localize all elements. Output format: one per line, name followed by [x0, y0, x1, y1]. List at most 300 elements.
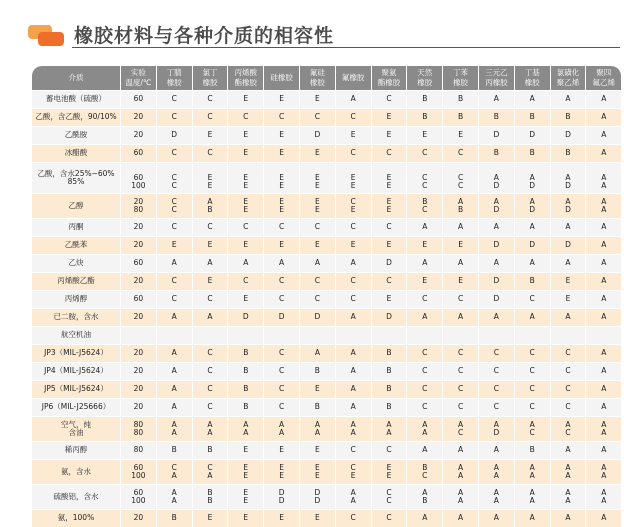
rating-cell — [192, 326, 228, 344]
rating-cell: A — [585, 144, 621, 162]
temperature-cell: 60 100 — [120, 484, 156, 509]
rating-cell: A — [550, 509, 586, 527]
rating-cell: C — [263, 398, 299, 416]
rating-cell: A A — [335, 484, 371, 509]
rating-cell: B C — [406, 459, 442, 484]
rating-cell: A — [585, 254, 621, 272]
rating-cell: A D — [478, 193, 514, 218]
rating-cell: C — [550, 398, 586, 416]
medium-cell: 硫酸铝，含水 — [32, 484, 120, 509]
rating-cell: A A — [335, 416, 371, 441]
rating-cell — [550, 326, 586, 344]
rating-cell: C — [478, 380, 514, 398]
medium-cell: JP3（MIL-J5624） — [32, 344, 120, 362]
rating-cell: A D — [514, 162, 550, 193]
rating-cell: E E — [227, 193, 263, 218]
column-header: 氟橡胶 — [335, 66, 371, 90]
rating-cell: E — [406, 126, 442, 144]
rating-cell: C C — [156, 193, 192, 218]
rating-cell: A — [335, 398, 371, 416]
rating-cell — [227, 326, 263, 344]
rating-cell: A — [514, 254, 550, 272]
table-body — [32, 90, 621, 527]
rating-cell: C — [263, 290, 299, 308]
rating-cell: E — [335, 236, 371, 254]
rating-cell: E — [299, 509, 335, 527]
rating-cell: A A — [478, 459, 514, 484]
rating-cell: A A — [371, 416, 407, 441]
table-row — [32, 290, 621, 308]
medium-cell: JP6（MIL-J25666） — [32, 398, 120, 416]
rating-cell: A A — [550, 459, 586, 484]
rating-cell: B — [299, 362, 335, 380]
rating-cell — [478, 326, 514, 344]
rating-cell: C — [335, 509, 371, 527]
rating-cell: D — [478, 272, 514, 290]
rating-cell: E — [442, 126, 478, 144]
rating-cell: E — [406, 272, 442, 290]
table-row — [32, 218, 621, 236]
rating-cell: A — [550, 254, 586, 272]
rating-cell: E — [227, 236, 263, 254]
rating-cell: A C — [514, 416, 550, 441]
rating-cell: C — [406, 362, 442, 380]
rating-cell: C — [442, 290, 478, 308]
table-row — [32, 441, 621, 459]
rating-cell: E — [299, 441, 335, 459]
rating-cell: C — [514, 290, 550, 308]
rating-cell: A — [585, 108, 621, 126]
column-header: 聚氨 酯橡胶 — [371, 66, 407, 90]
rating-cell: A A — [156, 484, 192, 509]
rating-cell — [299, 326, 335, 344]
rating-cell: E — [371, 236, 407, 254]
rating-cell: C — [335, 290, 371, 308]
rating-cell: C — [299, 290, 335, 308]
rating-cell: C — [514, 380, 550, 398]
medium-cell: 稀丙醇 — [32, 441, 120, 459]
rating-cell: A — [442, 254, 478, 272]
rating-cell: A — [585, 362, 621, 380]
rating-cell: E — [371, 290, 407, 308]
rating-cell: A — [585, 126, 621, 144]
rating-cell: E — [192, 509, 228, 527]
rating-cell: C — [406, 144, 442, 162]
table-row — [32, 108, 621, 126]
table-row — [32, 380, 621, 398]
rating-cell: C — [335, 272, 371, 290]
rating-cell: E — [335, 126, 371, 144]
rating-cell: A — [442, 308, 478, 326]
rating-cell: C — [371, 218, 407, 236]
medium-cell: 丙酮 — [32, 218, 120, 236]
temperature-cell — [120, 326, 156, 344]
rating-cell: A — [585, 290, 621, 308]
rating-cell: E — [406, 236, 442, 254]
rating-cell: D — [299, 126, 335, 144]
rating-cell: C — [156, 108, 192, 126]
rating-cell: C — [227, 218, 263, 236]
medium-cell: JP4（MIL-J5624） — [32, 362, 120, 380]
rating-cell: C E — [335, 459, 371, 484]
rating-cell: C — [371, 90, 407, 108]
rating-cell: E — [227, 144, 263, 162]
temperature-cell: 20 — [120, 272, 156, 290]
rating-cell: A D — [514, 193, 550, 218]
rating-cell: C — [299, 218, 335, 236]
rating-cell: E — [227, 509, 263, 527]
rating-cell: C — [442, 398, 478, 416]
rating-cell: A — [335, 308, 371, 326]
rating-cell: C — [442, 344, 478, 362]
rating-cell: A — [263, 254, 299, 272]
rating-cell: E — [227, 90, 263, 108]
page-title: 橡胶材料与各种介质的相容性 — [74, 25, 335, 47]
rating-cell: C — [514, 398, 550, 416]
rating-cell: D — [550, 126, 586, 144]
rating-cell — [585, 326, 621, 344]
rating-cell: E — [263, 236, 299, 254]
rating-cell: C — [192, 380, 228, 398]
rating-cell: C — [442, 362, 478, 380]
rating-cell: A — [156, 344, 192, 362]
rating-cell: B — [156, 441, 192, 459]
rating-cell: B — [299, 398, 335, 416]
column-header: 介质 — [32, 66, 120, 90]
rating-cell — [156, 326, 192, 344]
rating-cell: A B — [406, 484, 442, 509]
rating-cell: A — [192, 254, 228, 272]
rating-cell: A — [406, 308, 442, 326]
rating-cell: B — [550, 108, 586, 126]
rating-cell: A A — [478, 484, 514, 509]
rating-cell — [371, 326, 407, 344]
rating-cell: A — [156, 254, 192, 272]
rating-cell — [406, 326, 442, 344]
rating-cell: D — [156, 126, 192, 144]
rating-cell: A — [156, 362, 192, 380]
rating-cell: B — [227, 380, 263, 398]
column-header: 三元乙 丙橡胶 — [478, 66, 514, 90]
rating-cell: A — [406, 509, 442, 527]
rating-cell: C — [442, 380, 478, 398]
rating-cell: C — [299, 272, 335, 290]
temperature-cell: 60 100 — [120, 459, 156, 484]
rating-cell: C — [335, 441, 371, 459]
rating-cell: A — [478, 509, 514, 527]
column-header: 丁基 橡胶 — [514, 66, 550, 90]
temperature-cell: 20 — [120, 236, 156, 254]
rating-cell: D — [514, 126, 550, 144]
table-row — [32, 326, 621, 344]
rating-cell: C — [192, 218, 228, 236]
rating-cell: C — [227, 272, 263, 290]
rating-cell: C — [263, 344, 299, 362]
rating-cell: A A — [263, 416, 299, 441]
rating-cell: A — [514, 90, 550, 108]
rating-cell: E — [156, 236, 192, 254]
rating-cell: E — [263, 144, 299, 162]
rating-cell: A A — [514, 459, 550, 484]
rating-cell: E E — [192, 162, 228, 193]
rating-cell: D — [371, 254, 407, 272]
rating-cell: C — [514, 344, 550, 362]
rating-cell: A — [585, 441, 621, 459]
rating-cell: A — [585, 218, 621, 236]
rating-cell: D — [263, 308, 299, 326]
rating-cell: A D — [478, 416, 514, 441]
medium-cell: 乙醇 — [32, 193, 120, 218]
temperature-cell: 60 — [120, 90, 156, 108]
table-row — [32, 416, 621, 441]
rating-cell: A — [335, 380, 371, 398]
rating-cell: E E — [371, 193, 407, 218]
medium-cell: 乙酸，含乙酸，90/10% — [32, 108, 120, 126]
medium-cell: 空气，纯 含油 — [32, 416, 120, 441]
rating-cell: C — [192, 144, 228, 162]
rating-cell: C — [550, 380, 586, 398]
rating-cell: C — [192, 398, 228, 416]
rating-cell: B — [406, 108, 442, 126]
rating-cell: E E — [263, 459, 299, 484]
medium-cell: 冰醋酸 — [32, 144, 120, 162]
table-row — [32, 344, 621, 362]
rating-cell: A — [335, 254, 371, 272]
rating-cell: A — [585, 398, 621, 416]
rating-cell: C — [263, 108, 299, 126]
medium-cell: 已二胺，含水 — [32, 308, 120, 326]
table-row — [32, 362, 621, 380]
rating-cell: B — [192, 441, 228, 459]
rating-cell: C — [192, 90, 228, 108]
brand-logo-icon — [28, 25, 68, 47]
rating-cell: C — [371, 144, 407, 162]
rating-cell: A A — [585, 193, 621, 218]
table-row — [32, 254, 621, 272]
temperature-cell: 60 100 — [120, 162, 156, 193]
rating-cell: A A — [514, 484, 550, 509]
rating-cell: A — [227, 254, 263, 272]
rating-cell — [335, 326, 371, 344]
column-header: 丁苯 橡胶 — [442, 66, 478, 90]
column-header: 硅橡胶 — [263, 66, 299, 90]
rating-cell: A — [478, 254, 514, 272]
rating-cell: B — [371, 398, 407, 416]
rating-cell: A — [406, 218, 442, 236]
rating-cell: E E — [299, 162, 335, 193]
rating-cell: A — [585, 308, 621, 326]
rating-cell: E — [299, 144, 335, 162]
temperature-cell: 20 — [120, 362, 156, 380]
rating-cell: A D — [478, 162, 514, 193]
rating-cell: C — [156, 218, 192, 236]
table-row — [32, 484, 621, 509]
rating-cell: A — [550, 308, 586, 326]
rating-cell: D — [371, 308, 407, 326]
rating-cell: A — [192, 308, 228, 326]
rating-cell: C E — [335, 193, 371, 218]
table-header-row — [32, 66, 621, 90]
page-header — [28, 20, 594, 50]
rating-cell: C — [192, 362, 228, 380]
rating-cell — [263, 326, 299, 344]
rating-cell: B — [406, 90, 442, 108]
rating-cell — [442, 326, 478, 344]
rating-cell: A — [478, 90, 514, 108]
rating-cell: C A — [156, 459, 192, 484]
rating-cell: E E — [299, 193, 335, 218]
rating-cell: A C — [442, 416, 478, 441]
compatibility-table — [32, 66, 621, 527]
rating-cell: D — [550, 236, 586, 254]
medium-cell: JP5（MIL-J5624） — [32, 380, 120, 398]
rating-cell: B — [514, 441, 550, 459]
rating-cell: A — [550, 441, 586, 459]
rating-cell: E E — [263, 162, 299, 193]
rating-cell: B — [442, 90, 478, 108]
column-header: 丙烯酸 酯橡胶 — [227, 66, 263, 90]
table-row — [32, 272, 621, 290]
rating-cell: E E — [227, 162, 263, 193]
rating-cell: E — [299, 380, 335, 398]
rating-cell: E E — [371, 162, 407, 193]
medium-cell: 丙烯醇 — [32, 290, 120, 308]
column-header: 实验 温度/℃ — [120, 66, 156, 90]
temperature-cell: 60 — [120, 144, 156, 162]
rating-cell: A — [585, 344, 621, 362]
rating-cell: C C — [156, 162, 192, 193]
column-header: 丁腈 橡胶 — [156, 66, 192, 90]
table-row — [32, 509, 621, 527]
rating-cell: C — [156, 272, 192, 290]
rating-cell: C — [550, 362, 586, 380]
rating-cell: A A — [406, 416, 442, 441]
temperature-cell: 20 — [120, 126, 156, 144]
rating-cell: E E — [263, 193, 299, 218]
temperature-cell: 20 — [120, 398, 156, 416]
rating-cell: B — [478, 144, 514, 162]
temperature-cell: 20 — [120, 380, 156, 398]
temperature-cell: 60 — [120, 290, 156, 308]
rating-cell: A A — [442, 484, 478, 509]
rating-cell: A — [299, 254, 335, 272]
rating-cell: D — [478, 290, 514, 308]
rating-cell: A A — [299, 416, 335, 441]
rating-cell: A — [585, 509, 621, 527]
rating-cell: E E — [227, 459, 263, 484]
rating-cell: E — [299, 90, 335, 108]
table-row — [32, 236, 621, 254]
medium-cell: 氨，含水 — [32, 459, 120, 484]
temperature-cell: 60 — [120, 254, 156, 272]
rating-cell: D — [299, 308, 335, 326]
rating-cell: D — [478, 126, 514, 144]
rating-cell: C — [192, 290, 228, 308]
rating-cell: A A — [585, 484, 621, 509]
rating-cell — [514, 326, 550, 344]
rating-cell: B — [371, 380, 407, 398]
rating-cell: E — [227, 126, 263, 144]
medium-cell: 乙酸，含水25%~60% 85% — [32, 162, 120, 193]
rating-cell: A — [514, 218, 550, 236]
medium-cell: 航空机油 — [32, 326, 120, 344]
table-row — [32, 144, 621, 162]
rating-cell: A — [585, 272, 621, 290]
temperature-cell: 20 — [120, 509, 156, 527]
rating-cell: C — [156, 144, 192, 162]
title-divider — [72, 47, 620, 48]
rating-cell: B — [227, 344, 263, 362]
rating-cell: C A — [192, 459, 228, 484]
temperature-cell: 20 80 — [120, 193, 156, 218]
table-row — [32, 90, 621, 108]
rating-cell: C — [263, 362, 299, 380]
medium-cell: 乙酰胺 — [32, 126, 120, 144]
rating-cell: A A — [227, 416, 263, 441]
rating-cell: C C — [442, 162, 478, 193]
rating-cell: C — [192, 108, 228, 126]
temperature-cell: 20 — [120, 218, 156, 236]
temperature-cell: 80 — [120, 441, 156, 459]
rating-cell: B B — [192, 484, 228, 509]
rating-cell: B — [227, 362, 263, 380]
rating-cell: E E — [371, 459, 407, 484]
rating-cell: A A — [585, 416, 621, 441]
column-header: 聚四 氟乙烯 — [585, 66, 621, 90]
rating-cell: C — [156, 90, 192, 108]
rating-cell: C — [263, 380, 299, 398]
rating-cell: C — [406, 290, 442, 308]
rating-cell: D — [514, 236, 550, 254]
rating-cell: E — [227, 441, 263, 459]
rating-cell: A A — [442, 459, 478, 484]
rating-cell: A A — [156, 416, 192, 441]
rating-cell: C — [335, 144, 371, 162]
rating-cell: E — [192, 272, 228, 290]
rating-cell: C — [442, 144, 478, 162]
rating-cell: A — [406, 254, 442, 272]
rating-cell: B — [514, 108, 550, 126]
medium-cell: 乙炔 — [32, 254, 120, 272]
rating-cell: C — [406, 398, 442, 416]
rating-cell: E — [550, 272, 586, 290]
rating-cell: A — [442, 509, 478, 527]
rating-cell: E E — [335, 162, 371, 193]
rating-cell: E — [192, 126, 228, 144]
rating-cell: A — [585, 236, 621, 254]
rating-cell: A B — [192, 193, 228, 218]
rating-cell: E — [442, 236, 478, 254]
rating-cell: A — [585, 90, 621, 108]
rating-cell: A — [514, 509, 550, 527]
rating-cell: A — [585, 380, 621, 398]
medium-cell: 蓄电池酸（硫酸） — [32, 90, 120, 108]
medium-cell: 乙酰苯 — [32, 236, 120, 254]
rating-cell: C — [156, 290, 192, 308]
rating-cell: A A — [585, 459, 621, 484]
rating-cell: E — [227, 290, 263, 308]
medium-cell: 氨，100% — [32, 509, 120, 527]
rating-cell: C — [371, 272, 407, 290]
rating-cell: C C — [406, 162, 442, 193]
rating-cell: D — [478, 236, 514, 254]
column-header: 氯丁 橡胶 — [192, 66, 228, 90]
rating-cell: C — [514, 362, 550, 380]
rating-cell: E — [192, 236, 228, 254]
rating-cell: E — [371, 126, 407, 144]
rating-cell: C — [371, 441, 407, 459]
rating-cell: A — [156, 308, 192, 326]
